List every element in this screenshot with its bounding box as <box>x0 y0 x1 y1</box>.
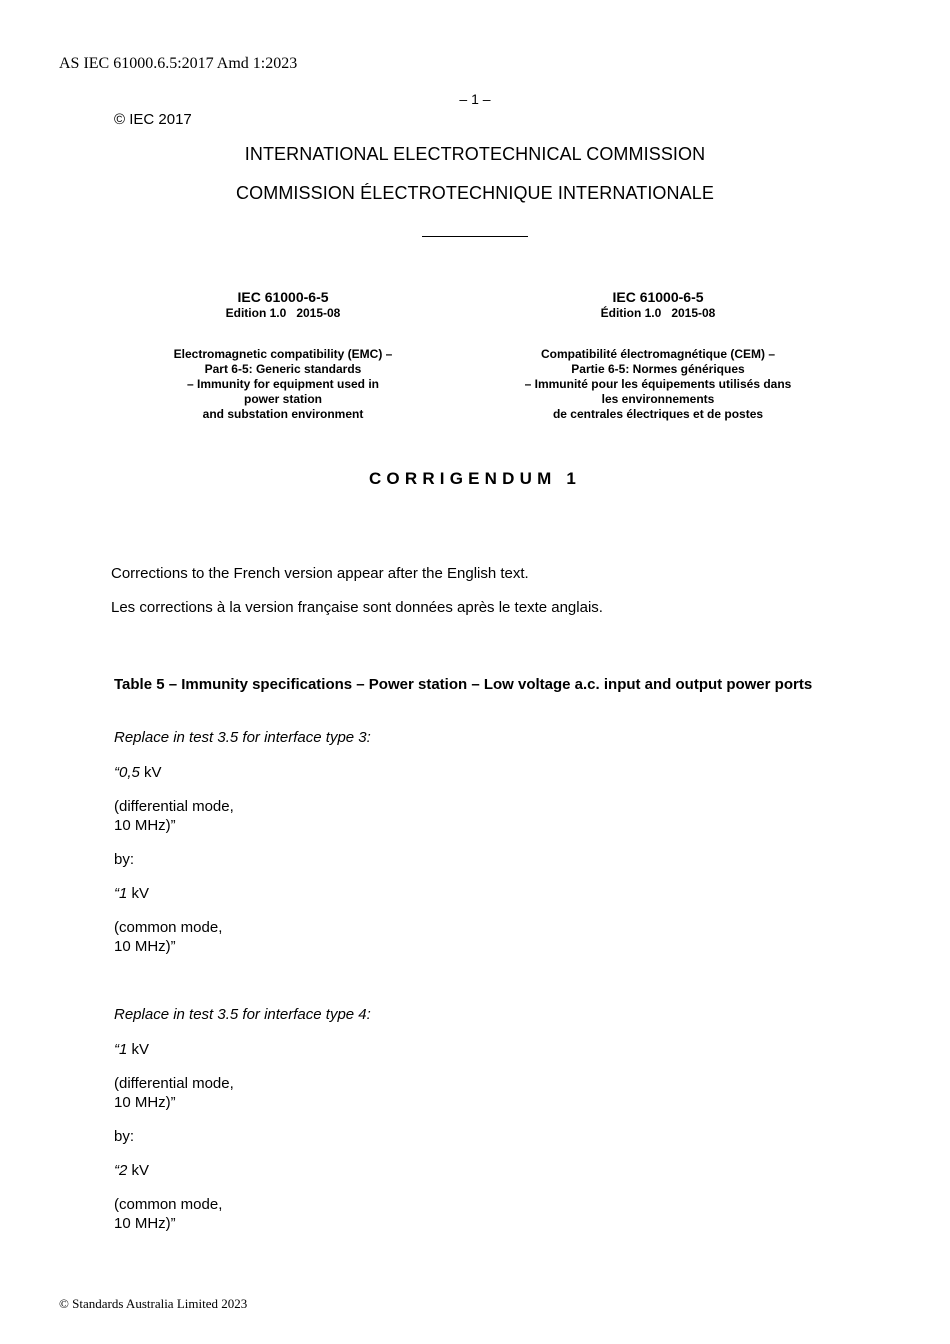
correction-2-by: by: <box>114 1128 135 1145</box>
correction-2-old-mode <box>114 1074 234 1112</box>
mode-line: (differential mode, <box>114 1075 234 1092</box>
title-line: de centrales électriques et de postes <box>552 407 764 421</box>
correction-1-new-value <box>114 884 149 903</box>
new-value-number: “1 <box>114 885 128 902</box>
title-line: – Immunité pour les équipements utilisés dans <box>524 377 792 391</box>
standard-title-fr <box>478 347 838 422</box>
old-value-unit: kV <box>127 1041 150 1058</box>
standard-info-fr <box>478 289 838 422</box>
standard-info-en <box>133 289 433 422</box>
standard-title-en <box>133 347 433 422</box>
correction-2-old-value <box>114 1040 149 1059</box>
organization-name-en: INTERNATIONAL ELECTROTECHNICAL COMMISSION <box>244 144 706 164</box>
mode-line: 10 MHz)” <box>114 1215 176 1232</box>
mode-line: 10 MHz)” <box>114 938 176 955</box>
iec-copyright: © IEC 2017 <box>114 111 192 128</box>
correction-1-old-mode <box>114 797 234 835</box>
document-reference: AS IEC 61000.6.5:2017 Amd 1:2023 <box>59 55 298 72</box>
correction-1-by: by: <box>114 851 135 868</box>
old-value-number: “0,5 <box>114 764 140 781</box>
correction-2-new-mode <box>114 1195 222 1233</box>
standard-id-en: IEC 61000-6-5 <box>237 289 329 305</box>
title-line: Electromagnetic compatibility (EMC) – <box>173 347 393 361</box>
divider-rule <box>422 236 528 237</box>
title-line: Part 6-5: Generic standards <box>204 362 362 376</box>
footer-copyright: © Standards Australia Limited 2023 <box>59 1296 248 1311</box>
old-value-number: “1 <box>114 1041 128 1058</box>
title-line: and substation environment <box>202 407 364 421</box>
correction-1-instruction: Replace in test 3.5 for interface type 3: <box>114 729 371 746</box>
intro-text-en: Corrections to the French version appear after the English text. <box>111 565 529 582</box>
page-number: – 1 – <box>459 91 491 107</box>
table-title: Table 5 – Immunity specifications – Power station – Low voltage a.c. input and output power ports <box>114 676 813 693</box>
standard-id-fr: IEC 61000-6-5 <box>612 289 704 305</box>
organization-name-fr: COMMISSION ÉLECTROTECHNIQUE INTERNATIONALE <box>236 183 714 203</box>
edition-en: Edition 1.0 2015-08 <box>225 306 341 320</box>
correction-2-instruction: Replace in test 3.5 for interface type 4: <box>114 1006 371 1023</box>
new-value-unit: kV <box>127 885 150 902</box>
mode-line: (common mode, <box>114 1196 223 1213</box>
new-value-number: “2 <box>114 1162 128 1179</box>
corrigendum-title: CORRIGENDUM 1 <box>368 469 582 488</box>
title-line: – Immunity for equipment used in <box>186 377 380 391</box>
correction-2-new-value <box>114 1161 149 1180</box>
mode-line: 10 MHz)” <box>114 817 176 834</box>
old-value-unit: kV <box>139 764 162 781</box>
title-line: Partie 6-5: Normes génériques <box>571 362 745 376</box>
edition-fr: Édition 1.0 2015-08 <box>600 306 716 320</box>
title-line: les environnements <box>601 392 715 406</box>
mode-line: (differential mode, <box>114 798 234 815</box>
title-line: power station <box>243 392 322 406</box>
new-value-unit: kV <box>127 1162 150 1179</box>
intro-text-fr: Les corrections à la version française sont données après le texte anglais. <box>111 599 603 616</box>
title-line: Compatibilité électromagnétique (CEM) – <box>540 347 776 361</box>
mode-line: 10 MHz)” <box>114 1094 176 1111</box>
correction-1-old-value <box>114 763 162 782</box>
mode-line: (common mode, <box>114 919 223 936</box>
correction-1-new-mode <box>114 918 222 956</box>
